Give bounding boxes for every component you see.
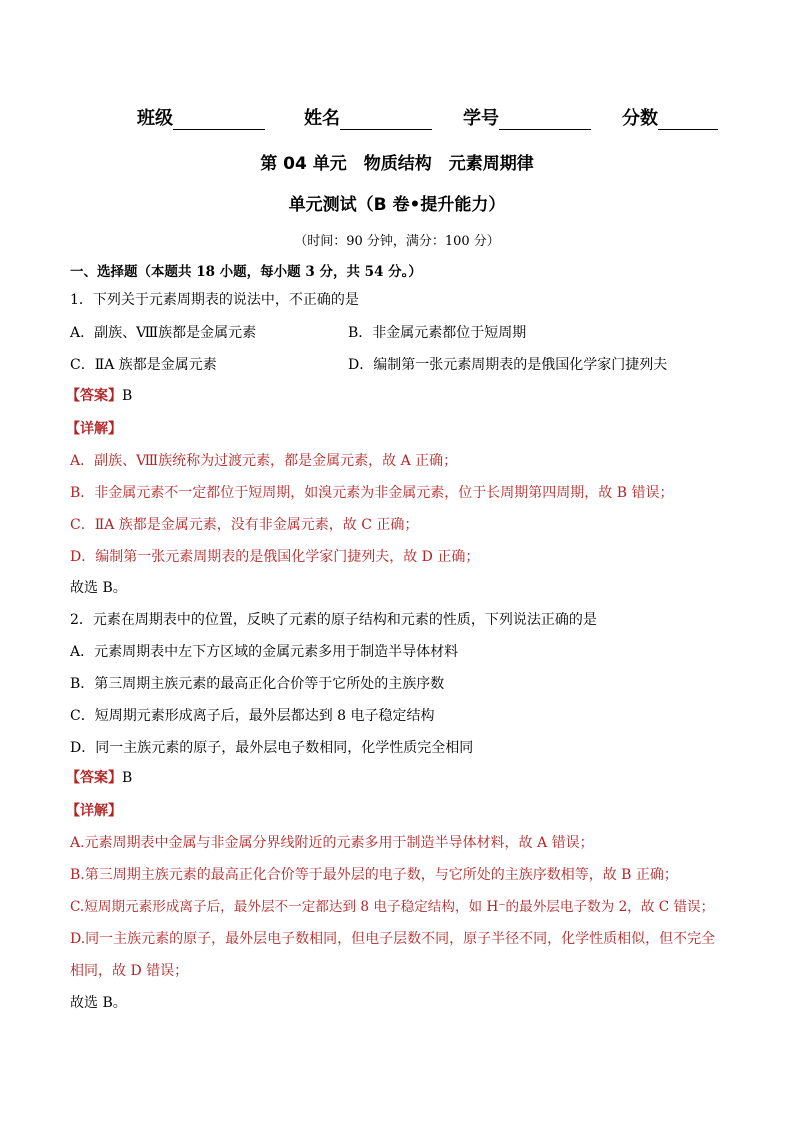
q2-option-b: B．第三周期主族元素的最高正化合价等于它所处的主族序数	[70, 676, 445, 692]
page-subtitle: 单元测试（B 卷•提升能力）	[288, 195, 506, 215]
q1-detail-label: 【详解】	[66, 421, 122, 437]
q2-option-d: D．同一主族元素的原子，最外层电子数相同，化学性质完全相同	[70, 740, 474, 756]
q1-stem: 1．下列关于元素周期表的说法中，不正确的是	[70, 292, 359, 308]
q2-answer-value: B	[122, 770, 133, 786]
score-field[interactable]	[622, 104, 718, 130]
class-label: 班级	[137, 108, 173, 129]
score-label: 分数	[622, 108, 658, 129]
q1-detail-c: C．ⅡA 族都是金属元素，没有非金属元素，故 C 正确；	[70, 517, 419, 533]
q2-conclusion: 故选 B。	[70, 995, 127, 1011]
q2-option-a: A．元素周期表中左下方区域的金属元素多用于制造半导体材料	[70, 644, 459, 660]
q1-option-d: D．编制第一张元素周期表的是俄国化学家门捷列夫	[348, 357, 668, 373]
q2-detail-d-cont: 相同，故 D 错误；	[70, 963, 189, 979]
student-id-blank[interactable]	[499, 109, 591, 130]
q1-detail-b: B．非金属元素不一定都位于短周期，如溴元素为非金属元素，位于长周期第四周期，故 B 错误；	[70, 485, 674, 501]
class-blank[interactable]	[173, 109, 265, 130]
class-field[interactable]	[137, 104, 265, 130]
q2-answer	[66, 768, 132, 788]
q2-answer-label: 【答案】	[66, 770, 122, 786]
q1-answer-label: 【答案】	[66, 388, 122, 404]
q2-detail-b: B.第三周期主族元素的最高正化合价等于最外层的电子数，与它所处的主族序数相等，故 B 正确；	[70, 867, 678, 883]
q1-option-c: C．ⅡA 族都是金属元素	[70, 357, 217, 373]
q2-option-c: C．短周期元素形成离子后，最外层都达到 8 电子稳定结构	[70, 708, 435, 724]
q1-detail-d: D．编制第一张元素周期表的是俄国化学家门捷列夫，故 D 正确；	[70, 549, 480, 565]
q1-option-b: B．非金属元素都位于短周期	[348, 325, 527, 341]
q2-detail-a: A.元素周期表中金属与非金属分界线附近的元素多用于制造半导体材料，故 A 错误；	[70, 835, 594, 851]
q1-detail-a: A．副族、Ⅷ族统称为过渡元素，都是金属元素，故 A 正确；	[70, 453, 458, 469]
section-heading: 一、选择题（本题共 18 小题，每小题 3 分，共 54 分。）	[70, 264, 422, 280]
q2-detail-label: 【详解】	[66, 803, 122, 819]
page-title: 第 04 单元 物质结构 元素周期律	[260, 154, 534, 174]
q1-answer-value: B	[122, 388, 133, 404]
q1-option-a: A．副族、Ⅷ族都是金属元素	[70, 325, 257, 341]
time-note: （时间：90 分钟，满分：100 分）	[294, 234, 500, 249]
q2-detail-c: C.短周期元素形成离子后，最外层不一定都达到 8 电子稳定结构，如 H⁻的最外层电子数为 2，故 C 错误；	[70, 899, 715, 915]
q1-answer	[66, 386, 132, 406]
q2-stem: 2．元素在周期表中的位置，反映了元素的原子结构和元素的性质，下列说法正确的是	[70, 612, 597, 628]
score-blank[interactable]	[658, 109, 718, 130]
name-label: 姓名	[304, 108, 340, 129]
q2-detail-d: D.同一主族元素的原子，最外层电子数相同，但电子层数不同，原子半径不同，化学性质相似，但不完全	[70, 931, 716, 947]
q1-conclusion: 故选 B。	[70, 580, 127, 596]
name-blank[interactable]	[340, 109, 432, 130]
name-field[interactable]	[304, 104, 432, 130]
student-id-field[interactable]	[463, 104, 591, 130]
student-id-label: 学号	[463, 108, 499, 129]
